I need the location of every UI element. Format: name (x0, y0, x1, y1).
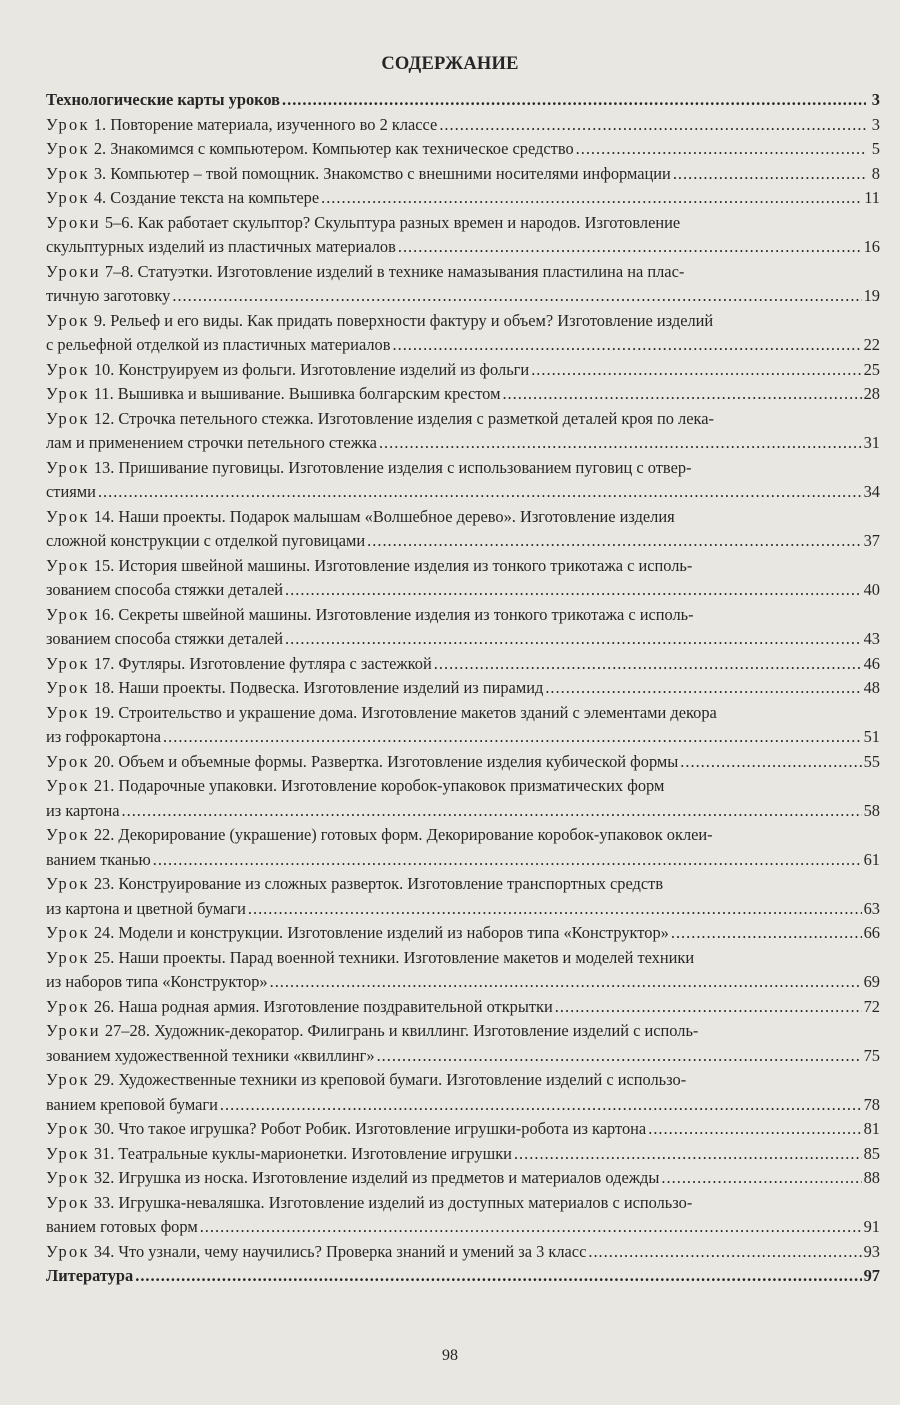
toc-entry-line (46, 701, 880, 726)
toc-entry (46, 260, 880, 309)
toc-entry-title: ванием тканью (46, 849, 151, 869)
toc-page-number: 46 (863, 653, 880, 673)
toc-page-number: 25 (863, 359, 880, 379)
toc-entry-title: 11. Вышивка и вышивание. Вышивка болгарским крестом (89, 384, 501, 403)
dot-leader (439, 113, 866, 138)
lesson-label: Уроки (46, 212, 101, 232)
toc-entry-title: 30. Что такое игрушка? Робот Робик. Изготовление игрушки-робота из картона (89, 1119, 647, 1138)
lesson-label: Урок (46, 751, 90, 771)
lesson-label: Урок (46, 825, 90, 844)
toc-entry-text (46, 358, 529, 383)
toc-entry-text (46, 137, 574, 162)
lesson-label: Урок (46, 604, 90, 624)
dot-leader (98, 480, 862, 505)
toc-page-number: 8 (871, 163, 880, 183)
toc-entry-text (46, 186, 319, 211)
dot-leader (285, 627, 862, 652)
toc-entry-line (46, 407, 880, 432)
lesson-label: Урок (46, 359, 90, 379)
toc-entry-title: 21. Подарочные упаковки. Изготовление коробок-упаковок призматических форм (89, 776, 665, 795)
dot-leader (648, 1117, 861, 1142)
toc-entry (46, 382, 880, 407)
toc-entry-title: 3. Компьютер – твой помощник. Знакомство с внешними носителями информации (89, 163, 671, 183)
toc-entry-text (46, 1117, 646, 1142)
toc-entry-line (46, 1191, 880, 1216)
toc-entry (46, 1117, 880, 1142)
toc-entry-line (46, 578, 880, 603)
toc-entry-text (46, 995, 553, 1020)
toc-entry-line (46, 652, 880, 677)
toc-entry-text (46, 703, 717, 722)
toc-entry-line (46, 554, 880, 579)
table-of-contents (46, 88, 880, 1289)
toc-entry-text (46, 431, 377, 456)
toc-entry (46, 358, 880, 383)
toc-entry-text (46, 825, 713, 844)
toc-entry-line (46, 627, 880, 652)
toc-page-number: 11 (864, 188, 880, 207)
toc-entry-title: лам и применением строчки петельного стежка (46, 433, 377, 452)
toc-entry-line (46, 1142, 880, 1167)
toc-entry-text (46, 409, 714, 428)
toc-entry-line (46, 1068, 880, 1093)
toc-entry-text (46, 1193, 692, 1212)
toc-entry-title: 33. Игрушка-неваляшка. Изготовление изделий из доступных материалов с использо- (89, 1192, 693, 1212)
toc-entry-title: из картона (46, 800, 120, 820)
toc-entry-text (46, 725, 161, 750)
toc-entry-line (46, 676, 880, 701)
toc-page-number: 37 (863, 531, 880, 550)
toc-entry-title: тичную заготовку (46, 286, 171, 305)
toc-entry-text (46, 1240, 586, 1265)
toc-entry (46, 676, 880, 701)
toc-page-number: 43 (863, 629, 880, 648)
lesson-label: Урок (46, 874, 90, 893)
toc-entry-line (46, 480, 880, 505)
toc-entry-text (46, 578, 283, 603)
toc-entry (46, 750, 880, 775)
dot-leader (514, 1142, 862, 1167)
toc-entry-title: 34. Что узнали, чему научились? Проверка знаний и умений за 3 класс (89, 1241, 587, 1261)
toc-entry-text (46, 921, 669, 946)
toc-entry-text (46, 235, 396, 260)
lesson-label: Урок (46, 408, 90, 428)
toc-entry (46, 1191, 880, 1240)
toc-entry-title: скульптурных изделий из пластичных материалов (46, 237, 396, 256)
toc-entry-text (46, 311, 713, 330)
toc-entry-text (46, 776, 664, 795)
dot-leader (680, 750, 861, 775)
toc-entry-text (46, 948, 694, 967)
toc-entry-line (46, 725, 880, 750)
toc-page-number: 81 (863, 1119, 880, 1138)
toc-entry-line (46, 186, 880, 211)
toc-entry-title: 4. Создание текста на компьтере (89, 188, 320, 207)
toc-page-number: 78 (863, 1094, 880, 1114)
dot-leader (270, 970, 862, 995)
toc-entry-line (46, 603, 880, 628)
dot-leader (248, 897, 862, 922)
toc-entry (46, 1166, 880, 1191)
toc-page-number: 34 (863, 482, 880, 501)
lesson-label: Урок (46, 702, 90, 722)
toc-entry-line (46, 897, 880, 922)
toc-entry (46, 652, 880, 677)
toc-entry-text (46, 556, 692, 575)
toc-entry (46, 946, 880, 995)
toc-entry-title: 5–6. Как работает скульптор? Скульптура разных времен и народов. Изготовление (100, 212, 681, 232)
toc-entry-text (46, 382, 500, 407)
toc-page-number: 51 (863, 727, 880, 746)
dot-leader (576, 137, 866, 162)
toc-page-number: 48 (863, 678, 880, 697)
toc-page-number: 22 (863, 335, 880, 354)
toc-entry-title: из картона и цветной бумаги (46, 898, 246, 918)
toc-entry-text (46, 1093, 218, 1118)
dot-leader (502, 382, 861, 407)
dot-leader (671, 921, 862, 946)
toc-entry-text (46, 480, 96, 505)
toc-entry (46, 1240, 880, 1265)
toc-entry-title: 25. Наши проекты. Парад военной техники. Изготовление макетов и моделей техники (89, 947, 695, 967)
toc-entry-title: с рельефной отделкой из пластичных материалов (46, 335, 391, 354)
toc-entry-line (46, 848, 880, 873)
lesson-label: Урок (46, 555, 90, 575)
toc-entry (46, 407, 880, 456)
toc-entry (46, 1264, 880, 1289)
toc-entry (46, 162, 880, 187)
toc-entry (46, 113, 880, 138)
toc-entry-text (46, 284, 170, 309)
toc-entry-title: 32. Игрушка из носка. Изготовление изделий из предметов и материалов одежды (89, 1168, 660, 1187)
lesson-label: Урок (46, 923, 90, 942)
toc-page-number: 91 (863, 1217, 880, 1236)
toc-entry (46, 137, 880, 162)
toc-entry-line (46, 162, 880, 187)
dot-leader (367, 529, 861, 554)
toc-entry (46, 872, 880, 921)
toc-entry-text (46, 897, 246, 922)
dot-leader (172, 284, 861, 309)
toc-entry-text (46, 333, 391, 358)
toc-entry-title: 2. Знакомимся с компьютером. Компьютер как техническое средство (89, 139, 574, 158)
lesson-label: Урок (46, 506, 90, 526)
toc-entry-title: 1. Повторение материала, изученного во 2 классе (89, 114, 438, 134)
toc-page-number: 16 (863, 237, 880, 256)
toc-entry-line (46, 1264, 880, 1289)
toc-entry (46, 88, 880, 113)
dot-leader (377, 1044, 862, 1069)
toc-entry-text (46, 1070, 686, 1089)
toc-entry-line (46, 774, 880, 799)
toc-entry (46, 1019, 880, 1068)
lesson-label: Уроки (46, 1021, 101, 1040)
dot-leader (220, 1093, 862, 1118)
toc-page-number: 66 (863, 923, 880, 942)
dot-leader (163, 725, 862, 750)
toc-entry-line (46, 1240, 880, 1265)
toc-page-number: 69 (863, 972, 880, 991)
dot-leader (393, 333, 862, 358)
toc-page-number: 72 (863, 996, 880, 1016)
toc-entry-text (46, 848, 151, 873)
toc-entry-title: 14. Наши проекты. Подарок малышам «Волшебное дерево». Изготовление изделия (89, 506, 675, 526)
toc-entry-text (46, 113, 437, 138)
toc-entry-text (46, 507, 675, 526)
toc-entry (46, 995, 880, 1020)
toc-page-number: 61 (863, 849, 880, 869)
toc-entry-text (46, 605, 694, 624)
toc-entry-line (46, 358, 880, 383)
toc-page-number: 28 (863, 384, 880, 403)
toc-entry-line (46, 284, 880, 309)
toc-entry-line (46, 235, 880, 260)
page-number: 98 (442, 1347, 458, 1364)
dot-leader (200, 1215, 862, 1240)
toc-entry-line (46, 333, 880, 358)
dot-leader (379, 431, 862, 456)
toc-entry-line (46, 1117, 880, 1142)
toc-entry-line (46, 1093, 880, 1118)
toc-entry-title: Литература (46, 1266, 134, 1285)
toc-entry-line (46, 946, 880, 971)
toc-entry (46, 456, 880, 505)
lesson-label: Урок (46, 653, 90, 673)
toc-entry-title: 18. Наши проекты. Подвеска. Изготовление изделий из пирамид (89, 678, 544, 697)
page-title: СОДЕРЖАНИЕ (381, 54, 519, 74)
toc-page-number: 93 (863, 1241, 880, 1261)
toc-entry-line (46, 505, 880, 530)
toc-entry (46, 823, 880, 872)
dot-leader (661, 1166, 861, 1191)
toc-entry-line (46, 88, 880, 113)
toc-entry-text (46, 1264, 133, 1289)
toc-entry-title: зованием способа стяжки деталей (46, 580, 284, 599)
toc-entry-line (46, 1044, 880, 1069)
toc-entry-title: стиями (46, 482, 96, 501)
toc-entry-text (46, 750, 678, 775)
lesson-label: Урок (46, 114, 90, 134)
toc-entry (46, 186, 880, 211)
toc-entry-title: 20. Объем и объемные формы. Развертка. Изготовление изделия кубической формы (89, 751, 679, 771)
toc-entry-line (46, 309, 880, 334)
toc-entry-title: зованием способа стяжки деталей (46, 629, 284, 648)
toc-entry-text (46, 1215, 198, 1240)
lesson-label: Урок (46, 457, 90, 477)
toc-entry-line (46, 1019, 880, 1044)
toc-page-number: 63 (863, 898, 880, 918)
toc-entry-text (46, 213, 680, 232)
toc-entry-title: 31. Театральные куклы-марионетки. Изготовление игрушки (89, 1143, 512, 1163)
toc-entry (46, 1068, 880, 1117)
toc-entry-line (46, 872, 880, 897)
lesson-label: Уроки (46, 261, 101, 281)
dot-leader (673, 162, 866, 187)
lesson-label: Урок (46, 678, 90, 697)
lesson-label: Урок (46, 1168, 90, 1187)
toc-entry-title: 12. Строчка петельного стежка. Изготовление изделия с разметкой деталей кроя по лека- (89, 408, 714, 428)
toc-entry-text (46, 676, 543, 701)
lesson-label: Урок (46, 1119, 90, 1138)
dot-leader (285, 578, 862, 603)
toc-page-number: 31 (863, 433, 880, 452)
toc-entry-text (46, 1166, 659, 1191)
toc-entry-title: 7–8. Статуэтки. Изготовление изделий в технике намазывания пластилина на плас- (100, 261, 685, 281)
dot-leader (531, 358, 861, 383)
toc-entry-title: из гофрокартона (46, 727, 162, 746)
lesson-label: Урок (46, 1192, 90, 1212)
toc-page-number: 85 (863, 1143, 880, 1163)
toc-entry-title: 9. Рельеф и его виды. Как придать поверхности фактуру и объем? Изготовление изделий (89, 310, 714, 330)
toc-entry-line (46, 211, 880, 236)
dot-leader (588, 1240, 861, 1265)
toc-entry-line (46, 799, 880, 824)
toc-entry-line (46, 529, 880, 554)
toc-page-number: 40 (863, 580, 880, 599)
toc-entry-title: 27–28. Художник-декоратор. Филигрань и квиллинг. Изготовление изделий с исполь- (100, 1021, 699, 1040)
toc-entry (46, 554, 880, 603)
toc-entry-text (46, 1021, 698, 1040)
toc-entry-text (46, 652, 432, 677)
toc-entry-text (46, 529, 365, 554)
toc-entry-text (46, 1142, 512, 1167)
toc-entry (46, 921, 880, 946)
lesson-label: Урок (46, 1070, 90, 1089)
toc-entry-line (46, 382, 880, 407)
toc-page-number: 19 (863, 286, 880, 305)
toc-page-number: 3 (871, 114, 880, 134)
toc-page-number: 75 (863, 1045, 880, 1065)
toc-entry-line (46, 113, 880, 138)
toc-entry (46, 505, 880, 554)
toc-entry-line (46, 995, 880, 1020)
toc-page-number: 5 (871, 139, 880, 158)
dot-leader (153, 848, 862, 873)
toc-entry-line (46, 137, 880, 162)
dot-leader (122, 799, 862, 824)
toc-entry-title: зованием художественной техники «квиллинг» (46, 1045, 375, 1065)
dot-leader (555, 995, 862, 1020)
toc-entry-title: 19. Строительство и украшение дома. Изготовление макетов зданий с элементами декора (89, 702, 717, 722)
toc-entry-text (46, 970, 268, 995)
toc-entry-title: ванием готовых форм (46, 1217, 198, 1236)
toc-entry-title: Технологические карты уроков (46, 90, 281, 109)
toc-entry-title: 29. Художественные техники из креповой бумаги. Изготовление изделий с использо- (89, 1070, 687, 1089)
toc-entry-line (46, 456, 880, 481)
toc-entry-title: 23. Конструирование из сложных разверток. Изготовление транспортных средств (89, 874, 664, 893)
toc-entry-text (46, 88, 280, 113)
toc-entry-title: 26. Наша родная армия. Изготовление поздравительной открытки (89, 996, 553, 1016)
toc-entry-line (46, 823, 880, 848)
toc-entry (46, 1142, 880, 1167)
toc-entry-title: 16. Секреты швейной машины. Изготовление изделия из тонкого трикотажа с исполь- (89, 604, 694, 624)
toc-entry-text (46, 799, 120, 824)
lesson-label: Урок (46, 996, 90, 1016)
toc-entry-line (46, 260, 880, 285)
toc-entry-title: сложной конструкции с отделкой пуговицами (46, 531, 366, 550)
toc-entry-title: ванием креповой бумаги (46, 1094, 218, 1114)
toc-entry (46, 309, 880, 358)
toc-entry-title: 13. Пришивание пуговицы. Изготовление изделия с использованием пуговиц с отвер- (89, 457, 692, 477)
lesson-label: Урок (46, 384, 90, 403)
lesson-label: Урок (46, 1241, 90, 1261)
toc-page-number: 3 (871, 90, 880, 109)
lesson-label: Урок (46, 163, 90, 183)
toc-entry-text (46, 262, 684, 281)
dot-leader (282, 88, 866, 113)
toc-entry-title: 22. Декорирование (украшение) готовых форм. Декорирование коробок-упаковок оклеи- (89, 825, 713, 844)
dot-leader (321, 186, 862, 211)
toc-entry-title: 24. Модели и конструкции. Изготовление изделий из наборов типа «Конструктор» (89, 923, 669, 942)
dot-leader (398, 235, 862, 260)
toc-page-number: 88 (863, 1168, 880, 1187)
toc-entry (46, 774, 880, 823)
toc-entry-text (46, 458, 692, 477)
toc-page-number: 58 (863, 800, 880, 820)
toc-entry-title: 10. Конструируем из фольги. Изготовление изделий из фольги (89, 359, 530, 379)
toc-entry-line (46, 970, 880, 995)
toc-entry-line (46, 750, 880, 775)
toc-entry-title: из наборов типа «Конструктор» (46, 972, 268, 991)
lesson-label: Урок (46, 1143, 90, 1163)
lesson-label: Урок (46, 188, 90, 207)
toc-entry-title: 15. История швейной машины. Изготовление изделия из тонкого трикотажа с исполь- (89, 555, 693, 575)
toc-entry-text (46, 874, 663, 893)
toc-entry-text (46, 1044, 375, 1069)
dot-leader (135, 1264, 861, 1289)
lesson-label: Урок (46, 139, 90, 158)
toc-entry (46, 701, 880, 750)
toc-entry-line (46, 431, 880, 456)
lesson-label: Урок (46, 310, 90, 330)
toc-page-number: 97 (863, 1266, 880, 1285)
toc-page-number: 55 (863, 751, 880, 771)
toc-entry-line (46, 921, 880, 946)
toc-entry-text (46, 162, 671, 187)
dot-leader (545, 676, 861, 701)
lesson-label: Урок (46, 776, 90, 795)
toc-entry-text (46, 627, 283, 652)
toc-entry-line (46, 1215, 880, 1240)
lesson-label: Урок (46, 947, 90, 967)
dot-leader (434, 652, 862, 677)
toc-entry (46, 211, 880, 260)
toc-entry-line (46, 1166, 880, 1191)
toc-entry (46, 603, 880, 652)
toc-entry-title: 17. Футляры. Изготовление футляра с застежкой (89, 653, 432, 673)
